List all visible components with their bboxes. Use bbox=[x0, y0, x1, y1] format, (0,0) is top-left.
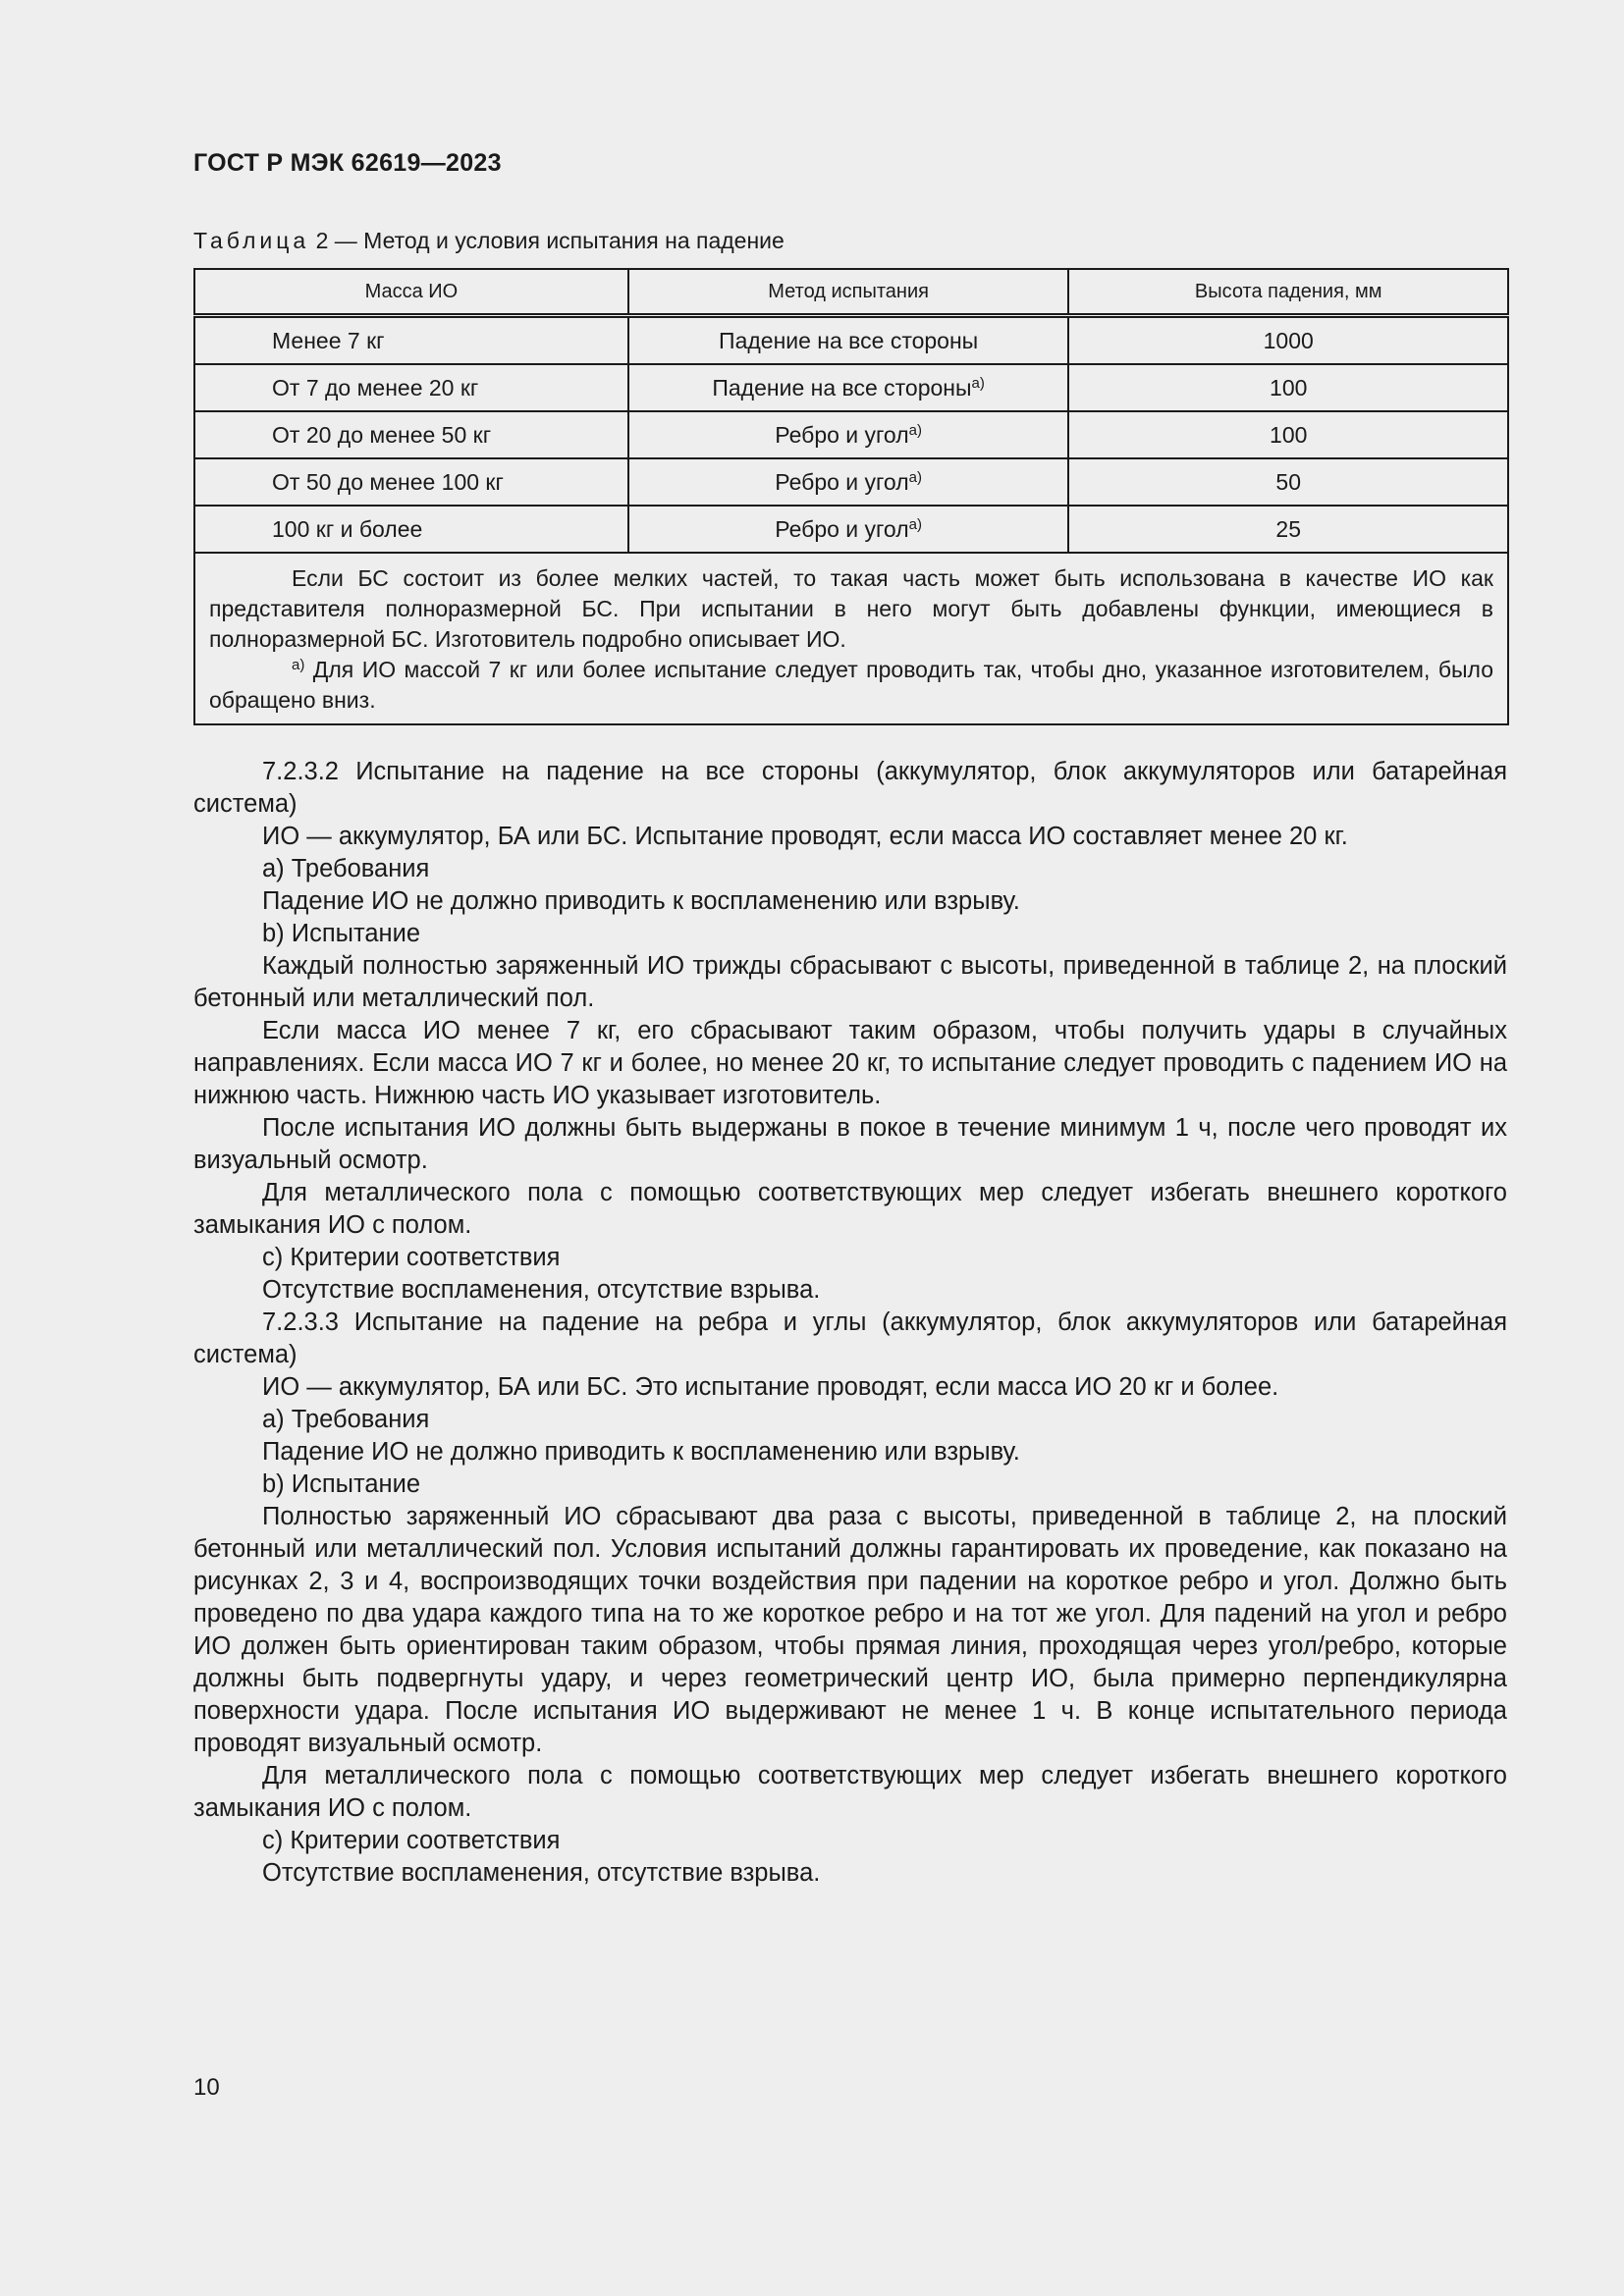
paragraph: с) Критерии соответствия bbox=[262, 1827, 561, 1854]
table-caption bbox=[193, 228, 785, 254]
method-text: Падение на все стороны bbox=[712, 374, 972, 400]
table-note-row bbox=[194, 553, 1508, 724]
cell-method bbox=[628, 411, 1069, 458]
footnote-ref: а) bbox=[908, 421, 922, 439]
cell-height: 100 bbox=[1068, 364, 1508, 411]
method-text: Ребро и угол bbox=[775, 515, 909, 542]
table-caption-text: 2 — Метод и условия испытания на падение bbox=[315, 228, 785, 253]
method-text: Ребро и угол bbox=[775, 421, 909, 448]
footnote-ref: а) bbox=[971, 374, 985, 392]
cell-mass: От 7 до менее 20 кг bbox=[194, 364, 628, 411]
table-row bbox=[194, 506, 1508, 553]
table-row bbox=[194, 316, 1508, 365]
paragraph: Отсутствие воспламенения, отсутствие взрыва. bbox=[262, 1276, 821, 1304]
table-row bbox=[194, 411, 1508, 458]
cell-height: 50 bbox=[1068, 458, 1508, 506]
paragraph: Падение ИО не должно приводить к воспламенению или взрыву. bbox=[262, 887, 1020, 915]
paragraph: Для металлического пола с помощью соответствующих мер следует избегать внешнего короткого замыкания ИО с полом. bbox=[193, 1179, 1507, 1239]
paragraph: 7.2.3.2 Испытание на падение на все стороны (аккумулятор, блок аккумуляторов или батарейная система) bbox=[193, 758, 1507, 818]
paragraph: ИО — аккумулятор, БА или БС. Это испытание проводят, если масса ИО 20 кг и более. bbox=[262, 1373, 1279, 1401]
footnote-mark: а) bbox=[292, 657, 305, 673]
paragraph: Если масса ИО менее 7 кг, его сбрасывают таким образом, чтобы получить удары в случайных направлениях. Если масса ИО 7 кг и более, но менее 20 кг, то испытание следует проводить с падением ИО на нижнюю часть. Нижнюю часть ИО указывает изготовитель. bbox=[193, 1017, 1507, 1109]
table-note bbox=[194, 553, 1508, 724]
paragraph: 7.2.3.3 Испытание на падение на ребра и углы (аккумулятор, блок аккумуляторов или батарейная система) bbox=[193, 1308, 1507, 1368]
paragraph: а) Требования bbox=[262, 1406, 430, 1433]
cell-mass: 100 кг и более bbox=[194, 506, 628, 553]
paragraph: ИО — аккумулятор, БА или БС. Испытание проводят, если масса ИО составляет менее 20 кг. bbox=[262, 823, 1348, 850]
column-header-mass: Масса ИО bbox=[194, 269, 628, 316]
table-row bbox=[194, 458, 1508, 506]
cell-height: 100 bbox=[1068, 411, 1508, 458]
paragraph: Каждый полностью заряженный ИО трижды сбрасывают с высоты, приведенной в таблице 2, на плоский бетонный или металлический пол. bbox=[193, 952, 1507, 1012]
paragraph: b) Испытание bbox=[262, 920, 421, 947]
paragraph: После испытания ИО должны быть выдержаны в покое в течение минимум 1 ч, после чего проводят их визуальный осмотр. bbox=[193, 1114, 1507, 1174]
cell-method bbox=[628, 458, 1069, 506]
footnote-ref: а) bbox=[908, 515, 922, 533]
paragraph: b) Испытание bbox=[262, 1470, 421, 1498]
paragraph: Полностью заряженный ИО сбрасывают два раза с высоты, приведенной в таблице 2, на плоский бетонный или металлический пол. Условия испытаний должны гарантировать их проведение, как показано на рисунках 2, 3 и 4, воспроизводящих точки воздействия при падении на короткое ребро и угол. Должно быть проведено по два удара каждого типа на то же короткое ребро и на тот же угол. Для падений на угол и ребро ИО должен быть ориентирован таким образом, чтобы прямая линия, проходящая через угол/ребро, которые должны быть подвергнуты удару, и через геометрический центр ИО, была примерно перпендикулярна поверхности удара. После испытания ИО выдерживают не менее 1 ч. В конце испытательного периода проводят визуальный осмотр. bbox=[193, 1503, 1507, 1757]
column-header-method: Метод испытания bbox=[628, 269, 1069, 316]
cell-method bbox=[628, 364, 1069, 411]
table-header-row bbox=[194, 269, 1508, 316]
paragraph: с) Критерии соответствия bbox=[262, 1244, 561, 1271]
cell-mass: От 50 до менее 100 кг bbox=[194, 458, 628, 506]
method-text: Ребро и угол bbox=[775, 468, 909, 495]
column-header-height: Высота падения, мм bbox=[1068, 269, 1508, 316]
document-header: ГОСТ Р МЭК 62619—2023 bbox=[193, 149, 502, 177]
table-body bbox=[194, 316, 1508, 725]
paragraph: а) Требования bbox=[262, 855, 430, 882]
paragraph: Для металлического пола с помощью соответствующих мер следует избегать внешнего короткого замыкания ИО с полом. bbox=[193, 1762, 1507, 1822]
footnote bbox=[209, 655, 1493, 716]
paragraph: Отсутствие воспламенения, отсутствие взрыва. bbox=[262, 1859, 821, 1887]
cell-mass: Менее 7 кг bbox=[194, 316, 628, 365]
body-text bbox=[193, 756, 1507, 1890]
note-text: Если БС состоит из более мелких частей, то такая часть может быть использована в качестве ИО как представителя полноразмерной БС. При испытании в него могут быть добавлены функции, имеющиеся в полноразмерной БС. Изготовитель подробно описывает ИО. bbox=[209, 565, 1493, 652]
cell-height: 1000 bbox=[1068, 316, 1508, 365]
cell-method bbox=[628, 316, 1069, 365]
footnote-text: Для ИО массой 7 кг или более испытание следует проводить так, чтобы дно, указанное изготовителем, было обращено вниз. bbox=[209, 657, 1493, 713]
drop-test-table bbox=[193, 268, 1509, 725]
method-text: Падение на все стороны bbox=[719, 327, 979, 353]
table-row bbox=[194, 364, 1508, 411]
cell-height: 25 bbox=[1068, 506, 1508, 553]
paragraph: Падение ИО не должно приводить к воспламенению или взрыву. bbox=[262, 1438, 1020, 1466]
table-caption-label: Таблица bbox=[193, 228, 310, 253]
cell-method bbox=[628, 506, 1069, 553]
footnote-ref: а) bbox=[908, 468, 922, 486]
page-number: 10 bbox=[193, 2074, 220, 2101]
cell-mass: От 20 до менее 50 кг bbox=[194, 411, 628, 458]
